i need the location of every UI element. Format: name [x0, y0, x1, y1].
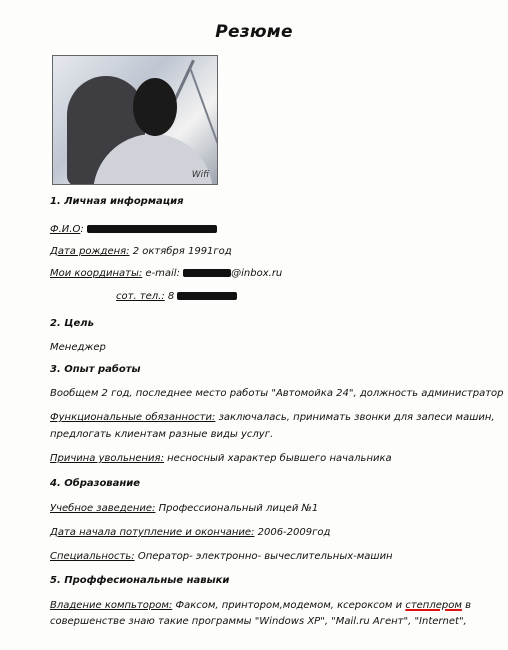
email-domain: @inbox.ru — [231, 268, 283, 279]
section-heading-personal: 1. Личная информация — [50, 196, 184, 207]
duties-label: Функциональные обязанности: — [50, 412, 216, 423]
experience-summary: Вообщем 2 год, последнее место работы "Автомойка 24", должность администратор — [50, 388, 504, 399]
section-heading-skills: 5. Проффесиональные навыки — [50, 575, 230, 586]
reason-line — [50, 453, 392, 464]
specialty-label: Специальность: — [50, 551, 135, 562]
dob-value: 2 октября 1991год — [129, 246, 232, 257]
dates-label: Дата начала потупление и окончание: — [50, 527, 255, 538]
pc-skills-value-b: в — [461, 600, 471, 611]
redacted-name — [87, 225, 217, 233]
section-heading-experience: 3. Опыт работы — [50, 364, 141, 375]
section-heading-education: 4. Образование — [50, 478, 141, 489]
photo-branch — [189, 68, 218, 144]
dates-value: 2006-2009год — [254, 527, 331, 538]
phone-label: сот. тел.: — [116, 291, 165, 302]
pc-skills-value-a: Факсом, принтором,модемом, ксероксом и — [172, 600, 406, 611]
pc-skills-value-cont: совершенстве знаю такие программы "Windows XP", "Mail.ru Агент", "Internet", — [50, 616, 467, 627]
contacts-label: Мои координаты: — [50, 268, 143, 279]
profile-photo — [52, 55, 218, 185]
duties-value: заключалась, принимать звонки для запеси машин, — [215, 412, 495, 423]
specialty-value: Оператор- электронно- вычеслительных-машин — [134, 551, 393, 562]
photo-signature: Wifi — [191, 170, 209, 180]
goal-value: Менеджер — [50, 342, 106, 353]
contacts-line — [50, 268, 282, 279]
specialty-line — [50, 551, 393, 562]
school-label: Учебное заведение: — [50, 503, 156, 514]
photo-redacted-face — [133, 78, 177, 136]
reason-value: несносный характер бывшего начальника — [163, 453, 392, 464]
phone-line — [116, 291, 237, 302]
email-prefix: e-mail: — [142, 268, 184, 279]
dates-line — [50, 527, 330, 538]
page-title: Резюме — [215, 22, 293, 42]
pc-skills-label: Владение компьтором: — [50, 600, 173, 611]
reason-label: Причина увольнения: — [50, 453, 164, 464]
section-heading-goal: 2. Цель — [50, 318, 94, 329]
duties-line — [50, 412, 495, 423]
duties-value-cont: предлогать клиентам разные виды услуг. — [50, 429, 274, 440]
phone-prefix: 8 — [164, 291, 175, 302]
fio-separator: : — [80, 224, 84, 235]
stapler-word: степлером — [405, 600, 462, 611]
redacted-phone — [177, 292, 237, 300]
school-line — [50, 503, 318, 514]
fio-label: Ф.И.О — [50, 224, 81, 235]
pc-skills-line — [50, 600, 471, 611]
fio-line — [50, 224, 217, 235]
dob-label: Дата рожденя: — [50, 246, 130, 257]
redacted-email — [183, 269, 231, 277]
dob-line — [50, 246, 232, 257]
school-value: Профессиональный лицей №1 — [155, 503, 319, 514]
